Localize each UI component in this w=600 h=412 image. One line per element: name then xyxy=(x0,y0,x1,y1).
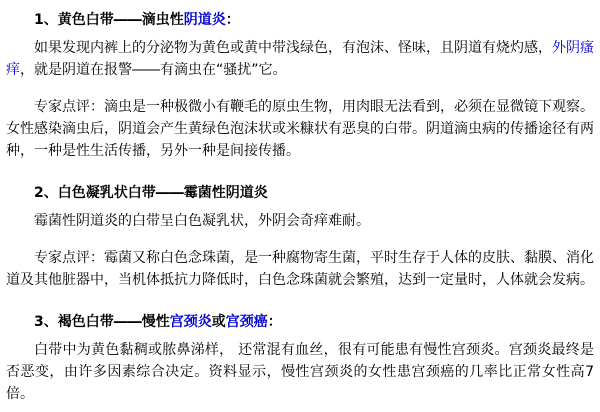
heading-text: 2、白色凝乳状白带――霉菌性阴道炎 xyxy=(34,185,268,201)
paragraph-text: 白带中为黄色黏稠或脓鼻涕样， 还常混有血丝，很有可能患有慢性宫颈炎。宫颈炎最终是否恶变，由许多因素综合决定。资料显示，慢性宫颈炎的女性患宫颈癌的几率比正常女性高7倍。 xyxy=(6,342,594,402)
paragraph-expert-comment-2 xyxy=(6,247,594,291)
heading-text: ： xyxy=(225,12,240,28)
heading-text: ： xyxy=(267,314,282,330)
heading-text: 或 xyxy=(211,314,226,330)
heading-text: 1、黄色白带――滴虫性 xyxy=(34,12,184,28)
cervicitis-link[interactable]: 宫颈炎 xyxy=(169,314,212,330)
paragraph-expert-comment-1 xyxy=(6,96,594,162)
paragraph-symptoms-2 xyxy=(6,210,594,232)
vaginitis-link[interactable]: 阴道炎 xyxy=(183,12,226,28)
paragraph-text: 专家点评：霉菌又称白色念珠菌，是一种腐物寄生菌，平时生存于人体的皮肤、黏膜、消化道及其他脏器中，当机体抵抗力降低时，白色念珠菌就会繁殖，达到一定量时，人体就会发病。 xyxy=(6,250,594,288)
paragraph-text: 霉菌性阴道炎的白带呈白色凝乳状，外阴会奇痒难耐。 xyxy=(34,213,370,229)
paragraph-text: 如果发现内裤上的分泌物为黄色或黄中带浅绿色，有泡沫、怪味，且阴道有烧灼感， xyxy=(34,40,552,56)
paragraph-symptoms-1 xyxy=(6,37,594,81)
section-yellow-discharge xyxy=(6,9,594,162)
heading-text: 3、褐色白带――慢性 xyxy=(34,314,170,330)
paragraph-text: ，就是阴道在报警――有滴虫在“骚扰”它。 xyxy=(20,62,287,78)
section-heading-1 xyxy=(6,9,594,31)
section-white-curd-discharge xyxy=(6,182,594,291)
vulvar-itch-link[interactable]: 外阴瘙痒 xyxy=(6,40,594,78)
section-heading-2 xyxy=(6,182,594,204)
paragraph-text: 专家点评：滴虫是一种极微小有鞭毛的原虫生物，用肉眼无法看到，必须在显微镜下观察。女性感染滴虫后，阴道会产生黄绿色泡沫状或米糠状有恶臭的白带。阴道滴虫病的传播途径有两种，一种是性生活传播，另外一种是间接传播。 xyxy=(6,99,594,159)
section-brown-discharge xyxy=(6,311,594,405)
cervical-cancer-link[interactable]: 宫颈癌 xyxy=(225,314,268,330)
section-heading-3 xyxy=(6,311,594,333)
paragraph-symptoms-3 xyxy=(6,339,594,405)
